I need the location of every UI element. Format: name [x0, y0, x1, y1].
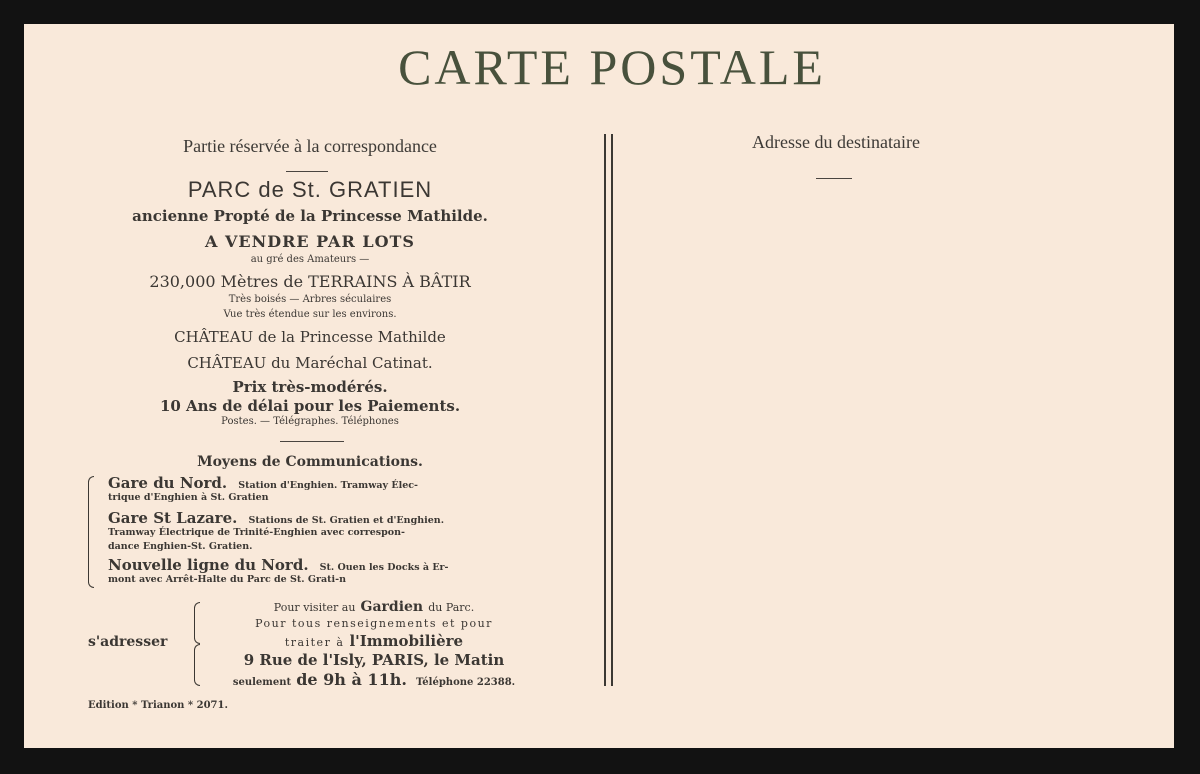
comm-name: Gare St Lazare.	[108, 509, 238, 527]
view-line: Vue très étendue sur les environs.	[223, 309, 397, 320]
hours-prefix: seulement	[232, 677, 292, 688]
sale-heading: A VENDRE PAR LOTS	[205, 232, 415, 251]
park-title: PARC de St. GRATIEN	[187, 177, 433, 202]
comm-name: Gare du Nord.	[108, 474, 228, 492]
hours-phone: Téléphone 22388.	[416, 677, 516, 688]
address-visit-line	[274, 596, 474, 615]
comm-detail: Stations de St. Gratien et d'Enghien.	[248, 515, 444, 526]
chateau-mathilde: CHÂTEAU de la Princesse Mathilde	[174, 328, 446, 346]
address-heading: Adresse du destinataire	[752, 132, 920, 152]
comm-more: mont avec Arrêt-Halte du Parc de St. Grati-n	[108, 574, 347, 585]
postcard	[24, 24, 1174, 748]
services-line: Postes. — Télégraphes. Téléphones	[221, 416, 399, 427]
communications-title: Moyens de Communications.	[197, 454, 423, 470]
address-brace-upper	[194, 602, 200, 644]
address-street: 9 Rue de l'Isly, PARIS, le Matin	[243, 651, 505, 669]
edition-line: Edition * Trianon * 2071.	[88, 700, 228, 711]
info-bold: l'Immobilière	[349, 632, 464, 650]
visit-bold: Gardien	[360, 599, 424, 615]
comm-detail: St. Ouen les Docks à Er-	[319, 562, 449, 573]
correspondence-heading: Partie réservée à la correspondance	[183, 136, 437, 156]
comm-item-gare-du-nord	[108, 473, 418, 492]
visit-suffix: du Parc.	[428, 601, 475, 614]
comm-more: trique d'Enghien à St. Gratien	[108, 492, 269, 503]
comm-item-nouvelle-ligne	[108, 555, 449, 574]
sale-note: au gré des Amateurs —	[250, 254, 370, 265]
wooded-line: Très boisés — Arbres séculaires	[228, 294, 392, 305]
card-title: CARTE POSTALE	[398, 39, 826, 95]
hours-bold: de 9h à 11h.	[296, 670, 407, 689]
prices-line: Prix très-modérés.	[232, 378, 388, 396]
visit-prefix: Pour visiter au	[273, 601, 356, 614]
column-divider	[604, 134, 613, 686]
address-info-line-2	[285, 631, 463, 650]
comm-name: Nouvelle ligne du Nord.	[108, 556, 309, 574]
address-hours	[233, 670, 515, 689]
services-rule	[280, 441, 344, 442]
land-line: 230,000 Mètres de TERRAINS À BÂTIR	[149, 272, 471, 291]
comm-more: Tramway Électrique de Trinité-Enghien avec correspon-	[108, 527, 405, 538]
comm-detail: Station d'Enghien. Tramway Élec-	[238, 480, 418, 491]
address-rule	[816, 178, 852, 179]
comm-more: dance Enghien-St. Gratien.	[108, 541, 253, 552]
chateau-catinat: CHÂTEAU du Maréchal Catinat.	[187, 354, 433, 372]
info-prefix: traiter à	[284, 636, 345, 649]
terms-line: 10 Ans de délai pour les Paiements.	[159, 397, 461, 415]
communications-brace	[88, 476, 94, 588]
address-brace-lower	[194, 644, 200, 686]
former-owner: ancienne Propté de la Princesse Mathilde.	[132, 207, 488, 225]
correspondence-rule	[286, 171, 328, 172]
address-info-line-1: Pour tous renseignements et pour	[255, 617, 493, 630]
address-label: s'adresser	[88, 634, 168, 650]
comm-item-gare-st-lazare	[108, 508, 444, 527]
